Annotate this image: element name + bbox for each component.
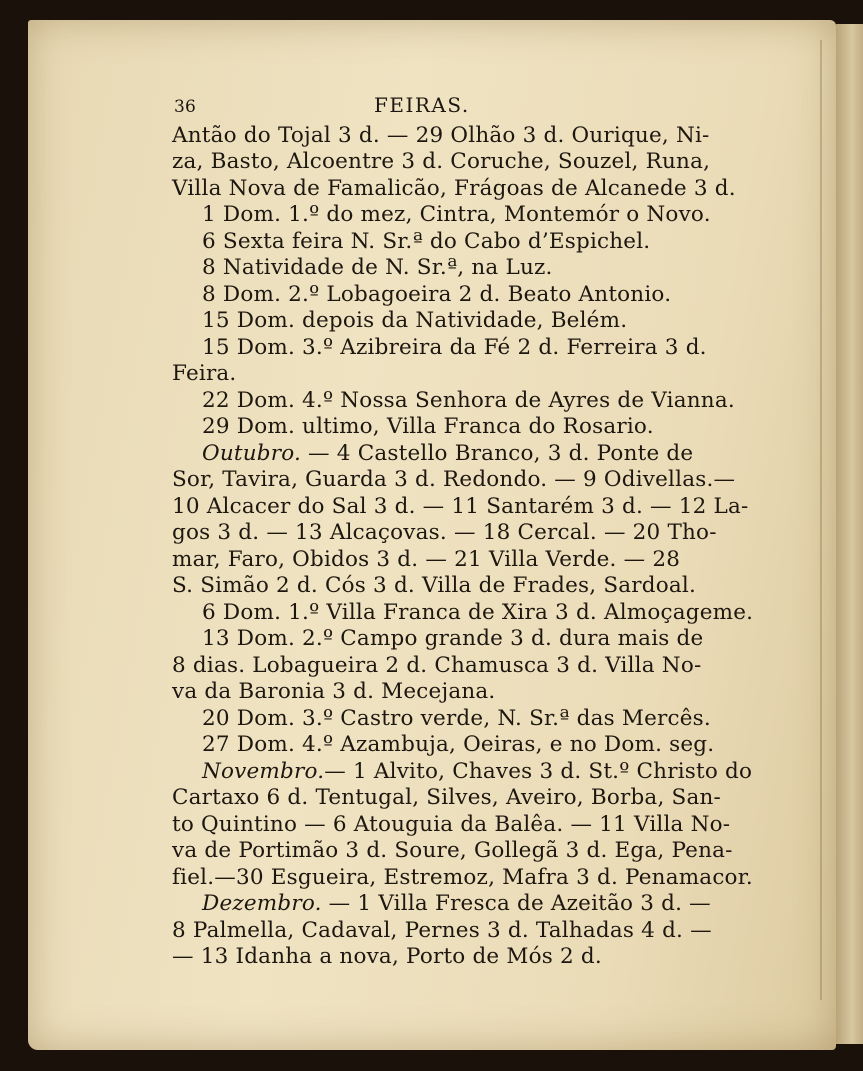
text-line [172, 706, 732, 733]
text-line [172, 467, 736, 494]
line-text: va da Baronia 3 d. Mecejana. [172, 679, 496, 704]
line-text: 15 Dom. depois da Natividade, Belém. [202, 308, 628, 333]
line-text: gos 3 d. — 13 Alcaçovas. — 18 Cercal. — 20 Tho- [172, 520, 717, 545]
line-text: va de Portimão 3 d. Soure, Gollegã 3 d. Ega, Pena- [172, 838, 733, 863]
text-line [172, 573, 732, 600]
month-heading: Dezembro. [202, 891, 322, 916]
next-page-edge [836, 24, 863, 1044]
line-text: 22 Dom. 4.º Nossa Senhora de Ayres de Vianna. [202, 387, 735, 413]
line-text: 8 dias. Lobagueira 2 d. Chamusca 3 d. Villa No- [172, 652, 702, 678]
text-line [172, 255, 732, 282]
line-text: Feira. [172, 361, 237, 386]
text-line [172, 175, 736, 203]
text-line [172, 520, 732, 547]
text-line [172, 123, 732, 150]
text-line [172, 864, 753, 892]
line-text: — 13 Idanha a nova, Porto de Mós 2 d. [172, 944, 602, 969]
page-number: 36 [174, 97, 197, 117]
line-text: 8 Dom. 2.º Lobagoeira 2 d. Beato Antonio. [202, 281, 672, 307]
text-line [172, 335, 732, 362]
line-text: 15 Dom. 3.º Azibreira da Fé 2 d. Ferreira 3 d. [202, 334, 707, 360]
line-text: 8 Natividade de N. Sr.ª, na Luz. [202, 255, 553, 280]
line-text: Cartaxo 6 d. Tentugal, Silves, Aveiro, Borba, San- [172, 785, 721, 810]
text-line [172, 758, 753, 786]
text-line [172, 441, 732, 468]
line-text: 20 Dom. 3.º Castro verde, N. Sr.ª das Mercês. [202, 705, 711, 731]
month-heading: Novembro. [202, 758, 325, 784]
line-text: to Quintino — 6 Atouguia da Balêa. — 11 Villa No- [172, 811, 731, 837]
text-line [172, 732, 732, 759]
month-heading: Outubro. [202, 440, 302, 466]
line-text: 10 Alcacer do Sal 3 d. — 11 Santarém 3 d. — 12 La- [172, 493, 749, 519]
line-text: 6 Sexta feira N. Sr.ª do Cabo d’Espichel. [202, 228, 651, 254]
text-line [172, 282, 732, 309]
text-line [172, 308, 732, 335]
text-line [172, 679, 732, 706]
line-text: — 1 Villa Fresca de Azeitão 3 d. — [321, 891, 711, 916]
text-line [172, 838, 732, 865]
line-text: — 4 Castello Branco, 3 d. Ponte de [301, 440, 694, 466]
text-line [172, 414, 732, 441]
line-text: fiel.—30 Esgueira, Estremoz, Mafra 3 d. Penamacor. [172, 864, 753, 890]
text-line [172, 493, 749, 521]
page-fold [820, 40, 822, 1000]
text-line [172, 387, 735, 415]
line-text: 27 Dom. 4.º Azambuja, Oeiras, e no Dom. seg. [202, 732, 715, 757]
line-text: 1 Dom. 1.º do mez, Cintra, Montemór o Novo. [202, 202, 711, 227]
text-line [172, 653, 732, 680]
line-text: 6 Dom. 1.º Villa Franca de Xira 3 d. Almoçageme. [202, 599, 754, 625]
line-text: S. Simão 2 d. Cós 3 d. Villa de Frades, Sardoal. [172, 573, 696, 598]
line-text: 13 Dom. 2.º Campo grande 3 d. dura mais de [202, 626, 704, 651]
text-line [172, 812, 732, 839]
line-text: — 1 Alvito, Chaves 3 d. St.º Christo do [324, 758, 753, 784]
page-text [172, 92, 754, 971]
text-line [172, 547, 732, 574]
line-text: Villa Nova de Famalicão, Frágoas de Alcanede 3 d. [172, 175, 736, 201]
text-line [172, 361, 732, 388]
line-text: za, Basto, Alcoentre 3 d. Coruche, Souzel, Runa, [172, 149, 711, 174]
line-text: 29 Dom. ultimo, Villa Franca do Rosario. [202, 414, 654, 439]
line-text: Sor, Tavira, Guarda 3 d. Redondo. — 9 Odivellas.— [172, 467, 736, 492]
text-line [172, 626, 732, 653]
text-line [172, 918, 732, 945]
text-line [172, 599, 754, 627]
line-text: mar, Faro, Obidos 3 d. — 21 Villa Verde. — 28 [172, 546, 681, 572]
line-text: 8 Palmella, Cadaval, Pernes 3 d. Talhadas 4 d. — [172, 917, 712, 943]
text-lines [172, 122, 754, 971]
text-line [172, 891, 732, 918]
text-line [172, 149, 732, 176]
text-line [172, 944, 732, 971]
text-line [172, 202, 732, 229]
line-text: Antão do Tojal 3 d. — 29 Olhão 3 d. Ourique, Ni- [172, 122, 710, 148]
page-header [172, 92, 732, 121]
running-title: FEIRAS. [374, 93, 470, 117]
text-line [172, 229, 732, 256]
text-line [172, 785, 732, 812]
